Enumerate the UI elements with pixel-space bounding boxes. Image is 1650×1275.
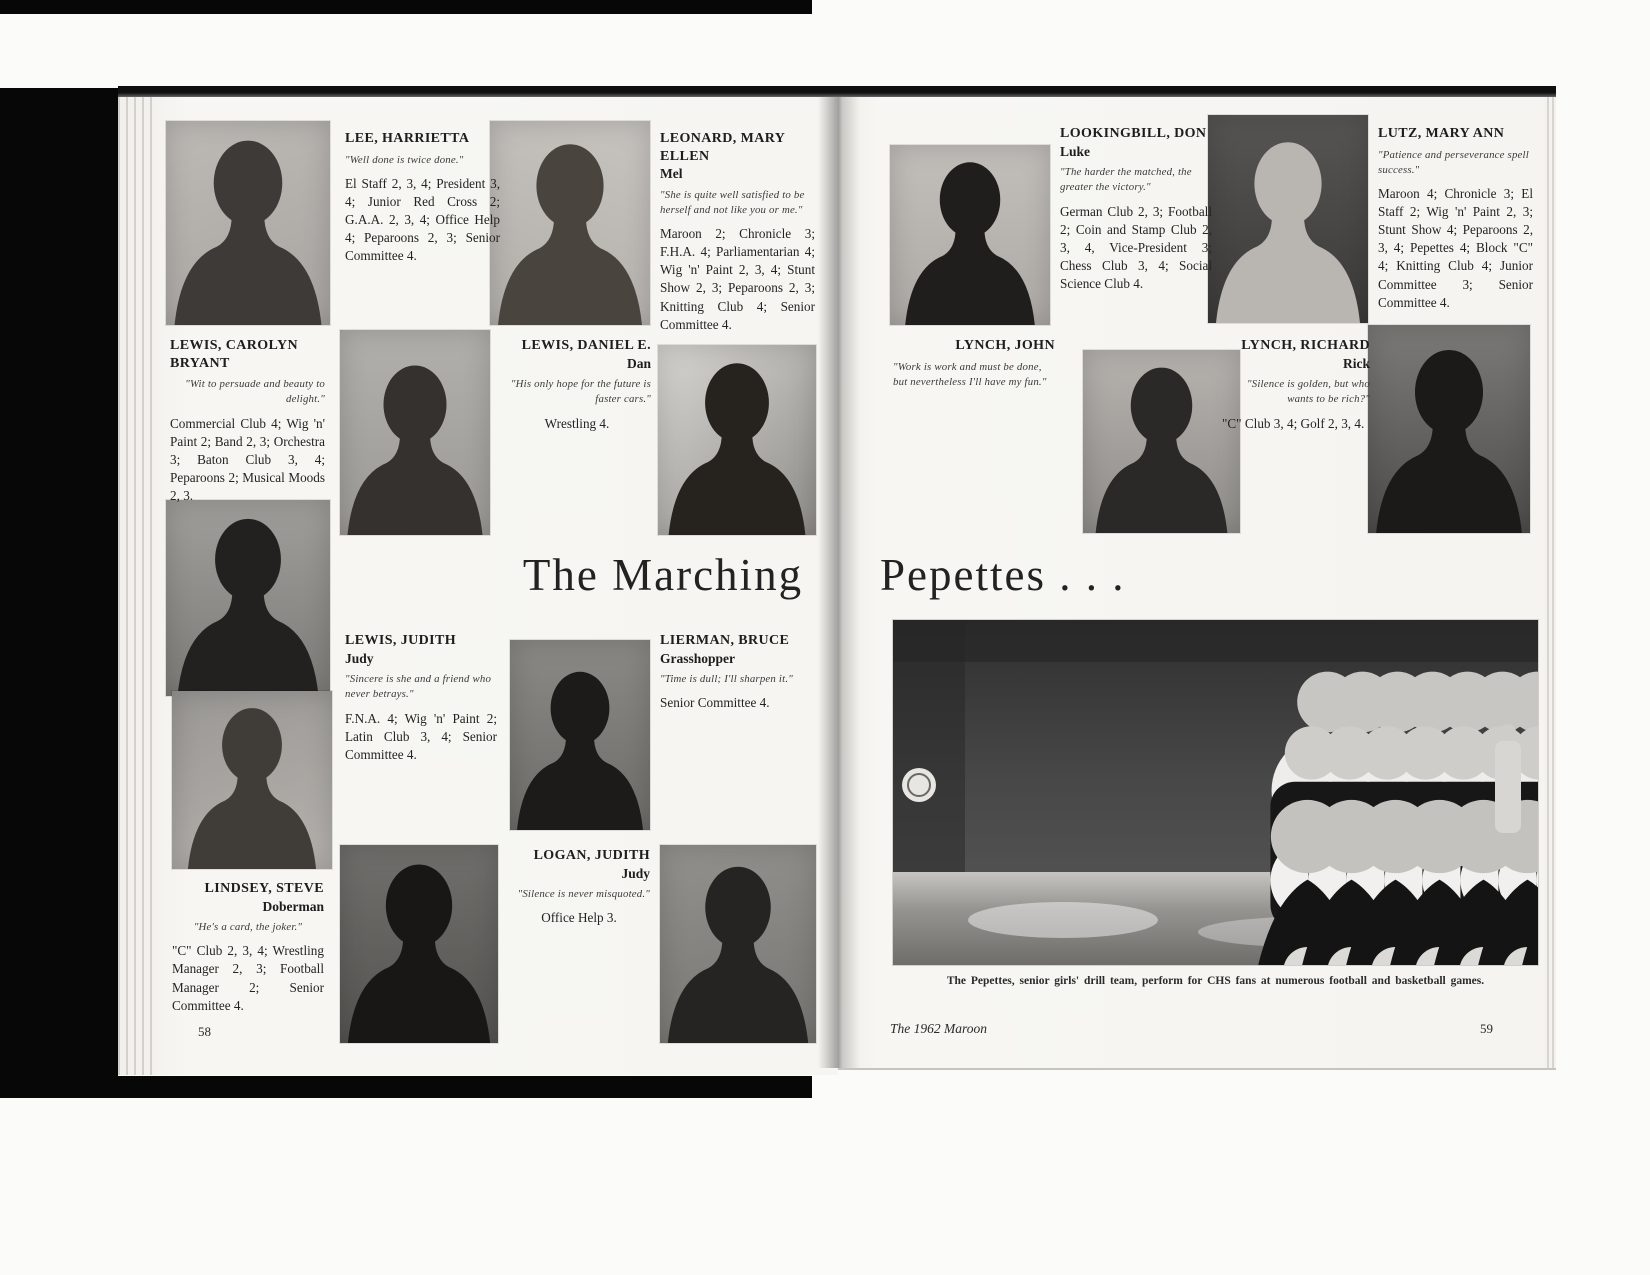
student-nickname: Rick [1343,355,1370,371]
portrait-photo-logan-judith [660,845,816,1043]
page-stack-edge-left [118,97,154,1075]
student-quote: "Work is work and must be done, but nevertheless I'll have my fun." [893,360,1047,388]
student-nickname: Judy [345,650,374,666]
portrait-photo-lynch-richard [1368,325,1530,533]
student-name: LEONARD, MARY ELLEN [660,131,785,164]
student-activities: "C" Club 3, 4; Golf 2, 3, 4. [1222,415,1365,431]
student-activities: El Staff 2, 3, 4; President 3, 4; Junior Red Cross 2; G.A.A. 2, 3, 4; Office Help 4; Peparoons 2, 3; Senior Committee 4. [345,175,500,264]
student-name: LIERMAN, BRUCE [660,633,790,648]
student-activities: Commercial Club 4; Wig 'n' Paint 2; Band 2, 3; Orchestra 3; Baton Club 3, 4; Peparoons 2; Musical Moods 2, 3. [170,415,325,503]
yearbook-page-right [838,97,1556,1070]
scan-top-bar [0,0,812,14]
student-name: LEWIS, JUDITH [345,633,457,648]
student-nickname: Mel [660,166,683,181]
portrait-photo-left-column-upper [166,500,330,696]
student-name: LEWIS, DANIEL E. [521,338,651,353]
page-stack-edge-right [1544,97,1556,1068]
portrait-photo-lee-harrietta [166,121,330,325]
scan-left-band [0,88,118,1093]
student-name: LINDSEY, STEVE [204,881,324,896]
student-activities: Office Help 3. [541,910,617,926]
portrait-photo-lookingbill-don [1083,350,1240,533]
portrait-photo-lutz-mary-ann [1208,115,1368,323]
scan-bottom-bar [0,1076,812,1098]
student-entry-lierman-bruce [660,632,812,712]
portrait-photo-left-column-lower [172,691,332,869]
footer-book-title: The 1962 Maroon [890,1021,987,1036]
student-nickname: Luke [1060,143,1091,159]
student-quote: "Wit to persuade and beauty to delight." [185,378,325,406]
portrait-photo-lewis-daniel [658,345,816,535]
student-quote: "Silence is golden, but who wants to be rich?" [1247,378,1370,406]
book-gutter-shadow [818,97,860,1068]
student-quote: "He's a card, the joker." [193,921,303,934]
student-activities: German Club 2, 3; Football 2; Coin and Stamp Club 2, 3, 4, Vice-President 3; Chess Club 3, 4; Social Science Club 4. [1060,203,1212,292]
student-activities: F.N.A. 4; Wig 'n' Paint 2; Latin Club 3, 4; Senior Committee 4. [345,710,497,762]
student-activities: Senior Committee 4. [660,695,770,711]
headline-right: Pepettes . . . [880,550,1126,600]
student-activities: Maroon 2; Chronicle 3; F.H.A. 4; Parliamentarian 4; Wig 'n' Paint 2, 3, 4; Stunt Show 2, 3; Peparoons 2, 3; Knitting Club 4; Senior Committee 4. [660,226,815,332]
portrait-photo-lewis-carolyn [340,330,490,535]
student-quote: "Patience and perseverance spell success." [1378,148,1529,176]
student-entry-lewis-daniel [503,337,651,433]
portrait-photo-leonard-mary-ellen [490,121,650,325]
student-quote: "His only hope for the future is faster cars." [510,378,651,406]
portrait-photo-lierman-bruce [510,640,650,830]
photo-caption: The Pepettes, senior girls' drill team, perform for CHS fans at numerous football and basketball games. [946,975,1485,987]
student-entry-lynch-richard [1222,337,1370,433]
student-activities: Wrestling 4. [544,415,610,431]
student-name: LYNCH, RICHARD [1241,338,1370,353]
student-name: LEWIS, CAROLYN BRYANT [170,338,299,371]
headline-left: The Marching [522,550,804,600]
student-quote: "Silence is never misquoted." [517,888,650,901]
student-quote: "Sincere is she and a friend who never betrays." [345,673,492,701]
student-entry-lutz-mary-ann [1378,125,1533,312]
portrait-photo-lindsey-steve [340,845,498,1043]
student-entry-logan-judith [508,847,650,927]
student-name: LEE, HARRIETTA [345,131,470,146]
student-nickname: Grasshopper [660,650,736,666]
student-quote: "Time is dull; I'll sharpen it." [660,673,793,686]
student-quote: "She is quite well satisfied to be herself and not like you or me." [660,188,805,216]
student-nickname: Doberman [262,898,324,914]
student-entry-lewis-carolyn [170,337,325,505]
student-entry-leonard-mary-ellen [660,130,815,334]
yearbook-page-left [118,97,838,1075]
pepettes-group-photo [893,620,1538,965]
student-quote: "The harder the matched, the greater the victory." [1060,166,1192,194]
student-nickname: Dan [626,355,651,371]
student-activities: Maroon 4; Chronicle 3; El Staff 2; Wig 'n' Paint 2, 3; Stunt Show 4; Peparoons 2, 3, 4; Pepettes 4; Block "C" 4; Knitting Club 4; Junior Committee 3; Senior Committee 4. [1378,186,1533,310]
student-entry-lewis-judith [345,632,497,764]
student-name: LOOKINGBILL, DON [1060,126,1207,141]
student-name: LYNCH, JOHN [955,338,1055,353]
page-number-right: 59 [1480,1021,1493,1036]
student-name: LOGAN, JUDITH [533,848,650,863]
student-quote: "Well done is twice done." [345,153,464,166]
student-entry-lee-harrietta [345,130,500,265]
portrait-photo-lynch-john [890,145,1050,325]
student-entry-lindsey-steve [172,880,324,1015]
student-entry-lynch-john [893,337,1055,397]
student-name: LUTZ, MARY ANN [1378,126,1505,141]
page-number-left: 58 [198,1024,211,1039]
student-nickname: Judy [621,865,650,881]
student-activities: "C" Club 2, 3, 4; Wrestling Manager 2, 3; Football Manager 2; Senior Committee 4. [172,943,324,1013]
student-entry-lookingbill-don [1060,125,1212,293]
